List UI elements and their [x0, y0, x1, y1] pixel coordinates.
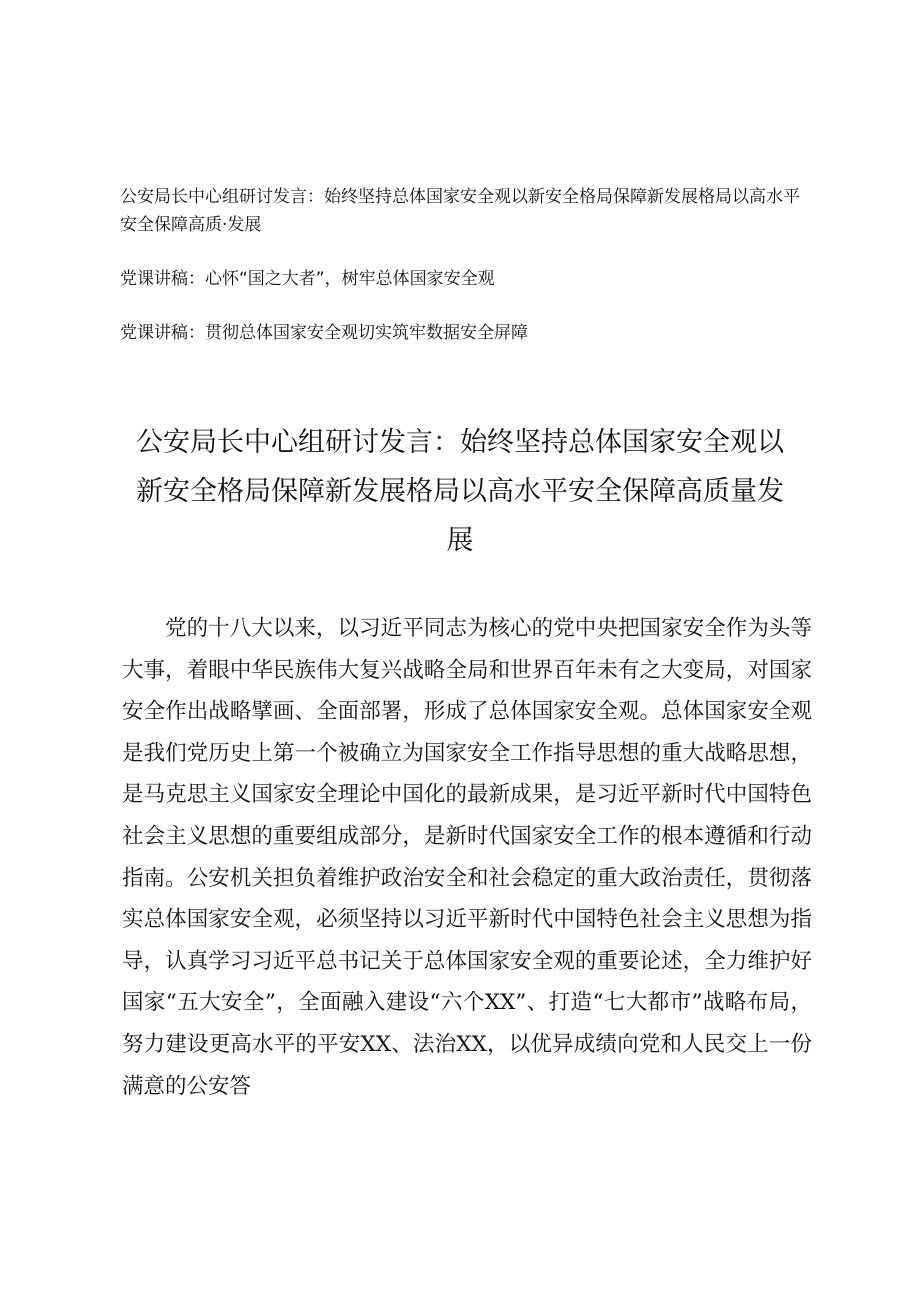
- article-title: 公安局长中心组研讨发言：始终坚持总体国家安全观以新安全格局保障新发展格局以高水平安全保障高质量发展: [136, 427, 784, 556]
- toc-item-1[interactable]: 公安局长中心组研讨发言：始终坚持总体国家安全观以新安全格局保障新发展格局以高水平安全保障高质·发展: [120, 187, 800, 235]
- toc-item-3[interactable]: 党课讲稿：贯彻总体国家安全观切实筑牢数据安全屏障: [120, 323, 528, 343]
- article-paragraph: 党的十八大以来，以习近平同志为核心的党中央把国家安全作为头等大事，着眼中华民族伟大复兴战略全局和世界百年未有之大变局，对国家安全作出战略擘画、全面部署，形成了总体国家安全观。总体国家安全观是我们党历史上第一个被确立为国家安全工作指导思想的重大战略思想，是马克思主义国家安全理论中国化的最新成果，是习近平新时代中国特色社会主义思想的重要组成部分，是新时代国家安全工作的根本遵循和行动指南。公安机关担负着维护政治安全和社会稳定的重大政治责任，贯彻落实总体国家安全观，必须坚持以习近平新时代中国特色社会主义思想为指导，认真学习习近平总书记关于总体国家安全观的重要论述，全力维护好国家“五大安全”，全面融入建设“六个XX”、打造“七大都市”战略布局，努力建设更高水平的平安XX、法治XX，以优异成绩向党和人民交上一份满意的公安答: [122, 616, 812, 1099]
- table-of-contents: [120, 183, 810, 373]
- toc-item-2[interactable]: 党课讲稿：心怀“国之大者”，树牢总体国家安全观: [120, 269, 495, 289]
